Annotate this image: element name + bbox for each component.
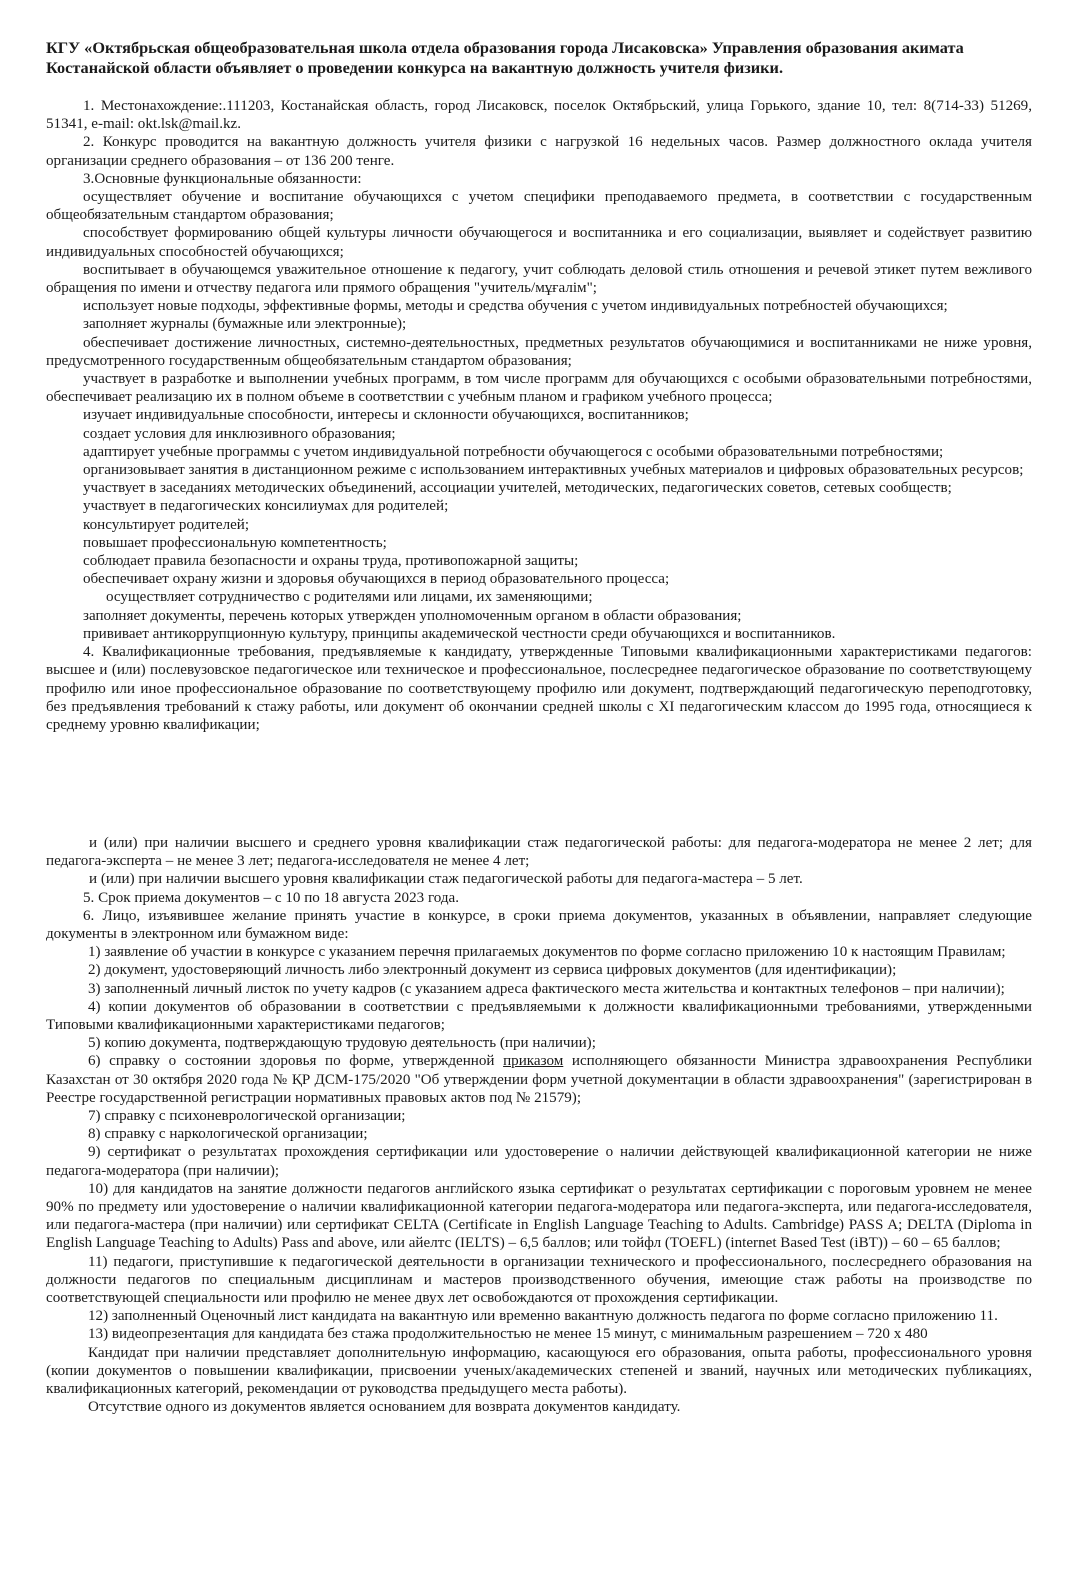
document-item: 11) педагоги, приступившие к педагогической деятельности в организации технического и профессионального, послесреднего образования на должности педагогов по специальным дисциплинам и мастеров производственного обучения, имеющие стаж работы на производстве по соответствующей специальности или профилю не менее двух лет освобождаются от прохождения сертификации. (46, 1253, 1032, 1307)
duty-item: участвует в заседаниях методических объединений, ассоциации учителей, методических, педагогических советов, сетевых сообществ; (83, 480, 952, 497)
duty-item: использует новые подходы, эффективные формы, методы и средства обучения с учетом индивидуальных потребностей обучающихся; (83, 298, 948, 315)
document-item: 9) сертификат о результатах прохождения сертификации или удостоверение о наличии действующей квалификационной категории не ниже педагога-модератора (при наличии); (46, 1144, 1032, 1179)
item-6-documents: 6. Лицо, изъявившее желание принять участие в конкурсе, в сроки приема документов, указанных в объявлении, направляет следующие документы в электронном или бумажном виде: (46, 907, 1032, 943)
duty-item: воспитывает в обучающемся уважительное отношение к педагогу, учит соблюдать деловой стиль отношения и речевой этикет путем вежливого обращения по имени и отчеству педагога или прямого обращения "учитель/мұғалім"; (46, 261, 1032, 297)
duty-item: участвует в разработке и выполнении учебных программ, в том числе программ для обучающихся с особыми образовательными потребностями, обеспечивает реализацию их в полном объеме в соответствии с учебным планом и графиком учебного процесса; (46, 371, 1032, 406)
duty-item: консультирует родителей; (83, 516, 250, 533)
item-1-location: 1. Местонахождение:.111203, Костанайская область, город Лисаковск, поселок Октябрьский, улица Горького, здание 10, тел: 8(714-33) 51269, 51341, e-mail: okt.lsk@mail.kz. (46, 98, 1032, 133)
document-item: 5) копию документа, подтверждающую трудовую деятельность (при наличии); (88, 1035, 596, 1052)
duty-item: соблюдает правила безопасности и охраны труда, противопожарной защиты; (83, 553, 579, 570)
order-link[interactable]: приказом (503, 1053, 564, 1070)
item-2-vacancy: 2. Конкурс проводится на вакантную должность учителя физики с нагрузкой 16 недельных часов. Размер должностного оклада учителя организации среднего образования – от 136 200 тенге. (46, 134, 1032, 169)
item-3-heading: 3.Основные функциональные обязанности: (83, 170, 362, 187)
document-item: 2) документ, удостоверяющий личность либо электронный документ из сервиса цифровых документов (для идентификации); (88, 962, 897, 979)
announcement-title: КГУ «Октябрьская общеобразовательная школа отдела образования города Лисаковска» Управления образования акимата Костанайской области объявляет о проведении конкурса на вакантную должность учителя физики. (46, 38, 964, 77)
duty-item: обеспечивает достижение личностных, системно-деятельностных, предметных результатов обучающимися и воспитанниками не ниже уровня, предусмотренного государственным общеобязательным стандартом образования; (46, 334, 1032, 369)
duty-item: участвует в педагогических консилиумах для родителей; (83, 498, 449, 515)
item-5-deadline: 5. Срок приема документов – с 10 по 18 августа 2023 года. (83, 889, 460, 906)
duty-item: способствует формированию общей культуры личности обучающегося и воспитанника и его социализации, выявляет и содействует развитию индивидуальных способностей обучающихся; (46, 225, 1032, 260)
item-4-qualification: 4. Квалификационные требования, предъявляемые к кандидату, утвержденные Типовыми квалификационными характеристиками педагогов: высшее и (или) послевузовское педагогическое или техническое и профессиональное, послесреднее педагогическое образование по соответствующему профилю или иное профессиональное образование по соответствующему профилю или документ, подтверждающий педагогическую переподготовку, без предъявления требований к стажу работы, или документ об окончании средней школы с XI педагогическим классом до 1995 года, относящиеся к среднему уровню квалификации; (46, 644, 1032, 733)
duty-item: адаптирует учебные программы с учетом индивидуальной потребности обучающегося с особыми образовательными потребностями; (83, 443, 944, 460)
additional-info: Кандидат при наличии представляет дополнительную информацию, касающуюся его образования, опыта работы, профессионального уровня (копии документов о повышении квалификации, присвоении ученых/академических степеней и званий, научных или методических публикациях, квалификационных категорий, рекомендации от руководства предыдущего места работы). (46, 1344, 1032, 1398)
duty-item: организовывает занятия в дистанционном режиме с использованием интерактивных учебных материалов и цифровых образовательных ресурсов; (83, 462, 1024, 479)
document-item: 4) копии документов об образовании в соответствии с предъявляемыми к должности квалификационными требованиями, утвержденными Типовыми квалификационными характеристиками педагогов; (46, 998, 1032, 1034)
document-item: 7) справку с психоневрологической организации; (88, 1108, 406, 1125)
duty-item: создает условия для инклюзивного образования; (83, 425, 396, 442)
closing-note: Отсутствие одного из документов является основанием для возврата документов кандидату. (88, 1399, 681, 1416)
announcement-part-1 (46, 97, 1032, 734)
duty-item: осуществляет сотрудничество с родителями или лицами, их заменяющими; (106, 589, 593, 606)
duty-item: заполняет документы, перечень которых утвержден уполномоченным органом в области образования; (83, 607, 742, 624)
document-item: 13) видеопрезентация для кандидата без стажа продолжительностью не менее 15 минут, с минимальным разрешением – 720 x 480 (88, 1326, 928, 1343)
health-text-start: 6) справку о состоянии здоровья по форме, утвержденной (88, 1053, 504, 1070)
document-item: 3) заполненный личный листок по учету кадров (с указанием адреса фактического места жительства и контактных телефонов – при наличии); (88, 980, 1005, 997)
document-item: 1) заявление об участии в конкурсе с указанием перечня прилагаемых документов по форме согласно приложению 10 к настоящим Правилам; (88, 944, 1006, 961)
health-text-end: исполняющего обязанности Министра здравоохранения Республики Казахстан от 30 октября 2020 года № ҚР ДСМ-175/2020 "Об утверждении форм учетной документации в области здравоохранения" (зарегистрирован в Реестре государственной регистрации нормативных правовых актов под № 21579); (46, 1053, 1032, 1106)
experience-requirement: и (или) при наличии высшего и среднего уровня квалификации стаж педагогической работы: для педагога-модератора не менее 2 лет; для педагога-эксперта – не менее 3 лет; педагога-исследователя не менее 4 лет; (46, 835, 1032, 870)
duty-item: осуществляет обучение и воспитание обучающихся с учетом специфики преподаваемого предмета, в соответствии с государственным общеобязательным стандартом образования; (46, 189, 1032, 224)
document-item: 10) для кандидатов на занятие должности педагогов английского языка сертификат о результатах сертификации с пороговым уровнем не менее 90% по предмету или удостоверение о наличии квалификационной категории педагога-модератора или педагога-эксперта, или педагога-исследователя, или педагога-мастера (при наличии) или сертификат CELTA (Certificate in English Language Teaching to Adults. Cambridge) PASS A; DELTA (Diploma in English Language Teaching to Adults) Pass and above, или айелтс (IELTS) – 6,5 баллов; или тойфл (TOEFL) (internet Based Test (iBT)) – 60 – 65 баллов; (46, 1180, 1032, 1252)
duty-item: прививает антикоррупционную культуру, принципы академической честности среди обучающихся и воспитанников. (83, 625, 836, 642)
document-item-health (46, 1052, 1032, 1107)
experience-requirement: и (или) при наличии высшего уровня квалификации стаж педагогической работы для педагога-мастера – 5 лет. (89, 871, 803, 888)
document-item: 8) справку с наркологической организации; (88, 1126, 368, 1143)
duty-item: повышает профессиональную компетентность; (83, 534, 387, 551)
duty-item: заполняет журналы (бумажные или электронные); (83, 316, 407, 333)
duty-item: изучает индивидуальные способности, интересы и склонности обучающихся, воспитанников; (83, 407, 689, 424)
document-item: 12) заполненный Оценочный лист кандидата на вакантную или временно вакантную должность педагога по форме согласно приложению 11. (88, 1308, 998, 1325)
announcement-part-2 (46, 834, 1032, 1417)
duty-item: обеспечивает охрану жизни и здоровья обучающихся в период образовательного процесса; (83, 571, 670, 588)
